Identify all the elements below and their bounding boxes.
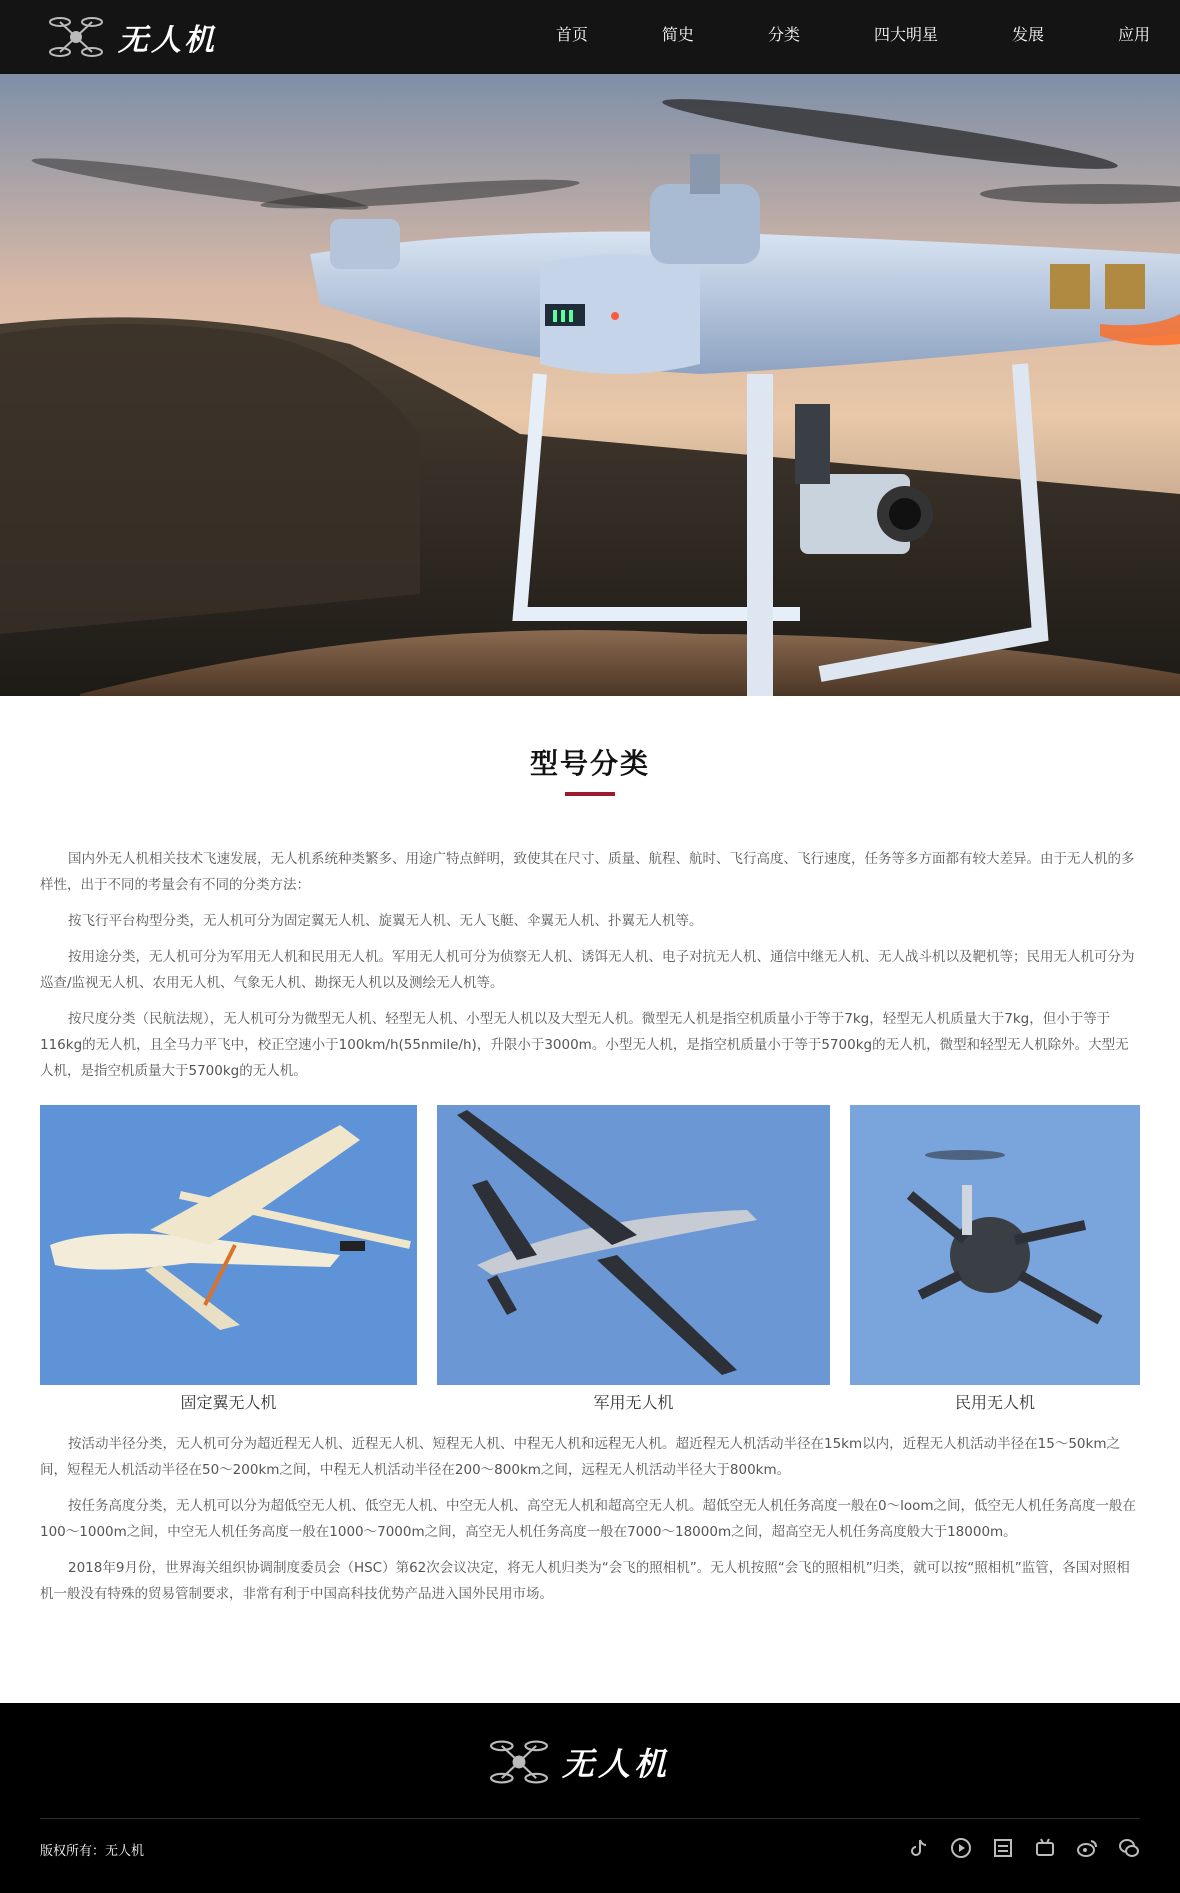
social-links <box>908 1837 1140 1859</box>
caption-civilian: 民用无人机 <box>954 1393 1035 1412</box>
footer-divider <box>40 1818 1140 1819</box>
title-underline <box>565 792 615 796</box>
drone-logo-icon <box>488 1733 550 1791</box>
paragraph: 按尺度分类（民航法规），无人机可分为微型无人机、轻型无人机、小型无人机以及大型无人机。微型无人机是指空机质量小于等于7kg，轻型无人机质量大于7kg，但小于等于116kg的无人机，且全马力平飞中，校正空速小于100km/h(55nmile/h)，升限小于3000m。小型无人机，是指空机质量小于等于5700kg的无人机，微型和轻型无人机除外。大型无人机，是指空机质量大于5700kg的无人机。 <box>40 1011 1129 1079</box>
nav-item-four-stars[interactable]: 四大明星 <box>873 25 938 44</box>
bilibili-icon[interactable] <box>1034 1837 1056 1859</box>
tiktok-icon[interactable] <box>908 1837 930 1859</box>
intro-text <box>40 846 1140 1094</box>
footer-logo-text: 无人机 <box>562 1745 671 1783</box>
caption-military: 军用无人机 <box>593 1393 674 1412</box>
video-play-icon[interactable] <box>950 1837 972 1859</box>
nav-item-application[interactable]: 应用 <box>1117 25 1150 44</box>
paragraph: 按活动半径分类，无人机可分为超近程无人机、近程无人机、短程无人机、中程无人机和远程无人机。超近程无人机活动半径在15km以内，近程无人机活动半径在15～50km之间，短程无人机活动半径在50～200km之间，中程无人机活动半径在200～800km之间，远程无人机活动半径大于800km。 <box>40 1436 1120 1478</box>
copyright-text: 版权所有：无人机 <box>40 1844 145 1859</box>
site-header <box>0 0 1180 74</box>
section-title: 型号分类 <box>529 747 650 780</box>
paragraph: 2018年9月份，世界海关组织协调制度委员会（HSC）第62次会议决定，将无人机归类为“会飞的照相机”。无人机按照“会飞的照相机”归类，就可以按“照相机”监管，各国对照相机一般没有特殊的贸易管制要求，非常有利于中国高科技优势产品进入国外民用市场。 <box>40 1560 1130 1602</box>
civilian-drone-image <box>850 1105 1140 1385</box>
hero-drone-image <box>0 74 1180 696</box>
site-logo[interactable] <box>48 10 217 64</box>
weibo-icon[interactable] <box>1076 1837 1098 1859</box>
paragraph: 按飞行平台构型分类，无人机可分为固定翼无人机、旋翼无人机、无人飞艇、伞翼无人机、扑翼无人机等。 <box>68 913 703 929</box>
detail-text <box>40 1431 1140 1617</box>
caption-fixed-wing: 固定翼无人机 <box>180 1393 277 1412</box>
logo-text: 无人机 <box>118 23 217 58</box>
nav-item-history[interactable]: 简史 <box>661 25 694 44</box>
military-drone-image <box>437 1105 830 1385</box>
nav-item-classification[interactable]: 分类 <box>767 25 800 44</box>
wechat-icon[interactable] <box>1118 1837 1140 1859</box>
footer-logo[interactable] <box>488 1733 670 1791</box>
fixed-wing-drone-image <box>40 1105 417 1385</box>
nav-item-development[interactable]: 发展 <box>1011 25 1044 44</box>
main-nav <box>482 0 1150 74</box>
hero-banner <box>0 74 1180 696</box>
drone-logo-icon <box>48 10 104 64</box>
paragraph: 按任务高度分类，无人机可以分为超低空无人机、低空无人机、中空无人机、高空无人机和超高空无人机。超低空无人机任务高度一般在0～loom之间，低空无人机任务高度一般在100～1000m之间，中空无人机任务高度一般在1000～7000m之间，高空无人机任务高度一般在7000～18000m之间，超高空无人机任务高度般大于18000m。 <box>40 1498 1137 1540</box>
paragraph: 按用途分类，无人机可分为军用无人机和民用无人机。军用无人机可分为侦察无人机、诱饵无人机、电子对抗无人机、通信中继无人机、无人战斗机以及靶机等；民用无人机可分为巡查/监视无人机、农用无人机、气象无人机、勘探无人机以及测绘无人机等。 <box>40 949 1135 991</box>
paragraph: 国内外无人机相关技术飞速发展，无人机系统种类繁多、用途广特点鲜明，致使其在尺寸、质量、航程、航时、飞行高度、飞行速度，任务等多方面都有较大差异。由于无人机的多样性，出于不同的考量会有不同的分类方法： <box>40 851 1135 893</box>
toutiao-icon[interactable] <box>992 1837 1014 1859</box>
site-footer <box>0 1703 1180 1893</box>
nav-item-home[interactable]: 首页 <box>555 25 588 44</box>
